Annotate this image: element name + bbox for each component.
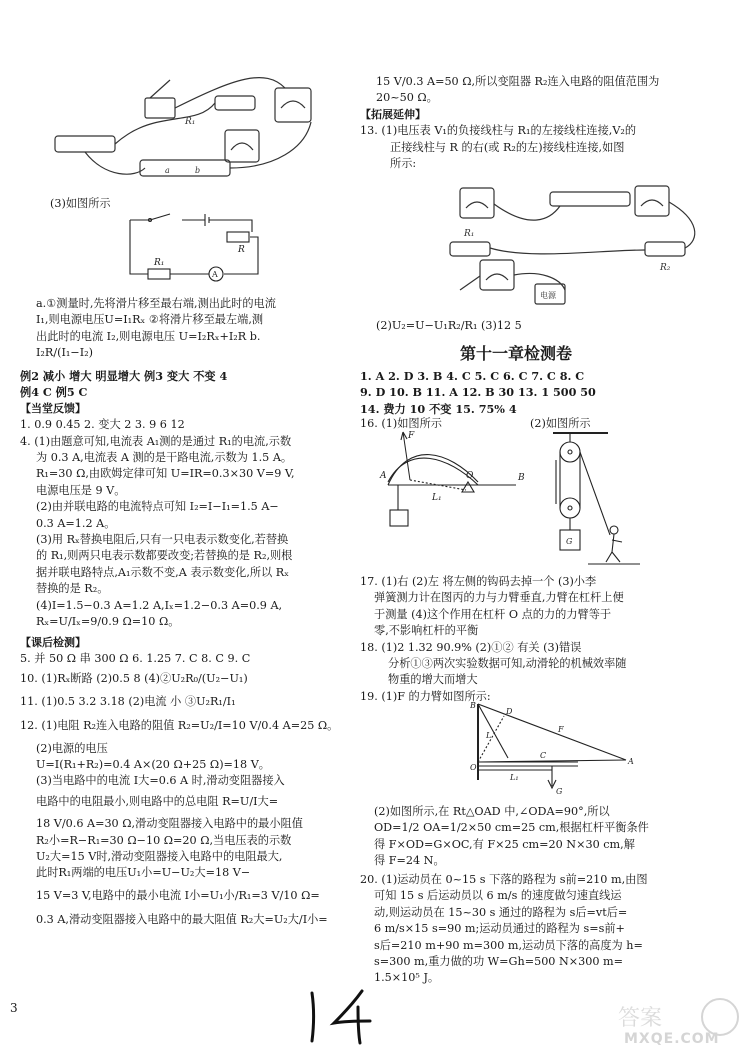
q19b-line: OD=1/2 OA=1/2×50 cm=25 cm,根据杠杆平衡条件: [374, 821, 649, 835]
circuit-label-r: R: [238, 245, 245, 255]
para-a-line: I₁,则电源电压U=I₁Rₓ ②将滑片移至最左端,测: [36, 313, 264, 327]
q17-line: 17. (1)右 (2)左 将左侧的钩码去掉一个 (3)小李: [360, 575, 597, 588]
circuit-label-ammeter: A: [212, 270, 218, 279]
feedback-line: Rₓ=U/Iₓ=9/0.9 Ω=10 Ω。: [36, 615, 180, 629]
q19b-line: 得 F=24 N。: [374, 854, 445, 868]
feedback-line: 1. 0.9 0.45 2. 变大 2 3. 9 6 12: [20, 418, 185, 432]
feedback-line: (4)I=1.5−0.3 A=1.2 A,Iₓ=1.2−0.3 A=0.9 A,: [36, 598, 283, 612]
ext2-line: (2)U₂=U−U₁R₂/R₁ (3)12 5: [376, 319, 522, 332]
ext-label-r2: R₂: [660, 263, 671, 273]
ext-label-power: 电源: [540, 291, 556, 300]
q20-line: 动,则运动员在 15~30 s 通过的路程为 s后=vt后=: [374, 905, 628, 919]
para-a-line: I₂R/(I₁−I₂): [36, 346, 94, 360]
handwritten-number: [300, 985, 380, 1045]
q20-line: 1.5×10⁵ J。: [374, 971, 440, 985]
page-number: 3: [10, 1001, 18, 1015]
fig16-label-l1: L₁: [432, 493, 442, 503]
after-line: 11. (1)0.5 3.2 3.18 (2)电流 小 ③U₂R₁/I₁: [20, 694, 236, 708]
fig19-label-l1: L₁: [510, 773, 519, 782]
circuit-diagram: [120, 212, 265, 292]
watermark-logo: [610, 995, 750, 1050]
fig16-label-a: A: [380, 471, 387, 481]
q16-b: (2)如图所示: [530, 417, 591, 430]
pulley-figure: [548, 430, 643, 570]
para-a: [36, 296, 348, 362]
after-line: R₂小=R−R₁=30 Ω−10 Ω=20 Ω,当电压表的示数: [36, 833, 292, 847]
after-line: 电路中的电阻最小,则电路中的总电阻 R=U/I大=: [36, 794, 279, 808]
chapter-title: 第十一章检测卷: [460, 344, 573, 363]
ext-line: 所示:: [390, 157, 417, 171]
ext-label-r1: R₁: [464, 229, 475, 239]
q17-line: 弹簧测力计在图丙的力与力臂垂直,力臂在杠杆上便: [374, 591, 624, 605]
feedback-line: (3)用 Rₓ替换电阻后,只有一只电表示数变化,若替换: [36, 533, 289, 547]
fig16-label-o: O: [466, 471, 474, 481]
chapter-line: 1. A 2. D 3. B 4. C 5. C 6. C 7. C 8. C: [360, 369, 585, 383]
watermark-text: MXQE.COM: [624, 1031, 720, 1047]
svg-text:a: a: [165, 166, 170, 175]
feedback-line: 4. (1)由题意可知,电流表 A₁测的是通过 R₁的电流,示数: [20, 434, 292, 448]
q17-line: 零,不影响杠杆的平衡: [374, 624, 479, 638]
after-line: 12. (1)电阻 R₂连入电路的阻值 R₂=U₂/I=10 V/0.4 A=25 Ω。: [20, 719, 339, 733]
figure-note: (3)如图所示: [50, 197, 111, 210]
q20-block: [360, 872, 730, 987]
examples-block: [20, 368, 350, 929]
examples-line: 例2 减小 增大 明显增大 例3 变大 不变 4: [20, 369, 228, 383]
para-a-line: 出此时的电流 I₂,则电源电压 U=I₂Rₓ+I₂R b.: [36, 329, 261, 343]
para-a-line: a.①测量时,先将滑片移至最右端,测出此时的电流: [36, 297, 276, 310]
feedback-line: 为 0.3 A,电流表 A 测的是干路电流,示数为 1.5 A。: [36, 451, 293, 465]
fig19-label-c: C: [540, 751, 547, 760]
fig19-label-f: F: [558, 725, 564, 734]
after-line: 15 V=3 V,电路中的最小电流 I小=U₁小/R₁=3 V/10 Ω=: [36, 888, 320, 902]
left-top-photo: [45, 68, 330, 186]
feedback-line: 的 R₁,则两只电表示数都要改变;若替换的是 R₂,则根: [36, 549, 293, 563]
q20-line: 20. (1)运动员在 0~15 s 下落的路程为 s前=210 m,由图: [360, 873, 648, 886]
after-line: 18 V/0.6 A=30 Ω,滑动变阻器接入电路中的最小阻值: [36, 817, 303, 831]
right-top: [360, 74, 726, 172]
q19b-line: (2)如图所示,在 Rt△OAD 中,∠ODA=90°,所以: [374, 805, 610, 818]
ext-photo: [440, 180, 720, 310]
fig19-label-b: B: [470, 701, 476, 710]
fig19-label-g: G: [556, 787, 563, 796]
q16-a: 16. (1)如图所示: [360, 417, 442, 430]
q20-line: 6 m/s×15 s=90 m;运动员通过的路程为 s=s前+: [374, 922, 625, 936]
circuit-label-r1: R₁: [154, 258, 165, 268]
examples-line: 例4 C 例5 C: [20, 385, 88, 400]
svg-text:答案: 答案: [618, 1006, 663, 1031]
right-top-line: 15 V/0.3 A=50 Ω,所以变阻器 R₂连入电路的阻值范围为: [376, 75, 660, 88]
chapter-line: 9. D 10. B 11. A 12. B 30 13. 1 500 50: [360, 385, 596, 400]
q18-line: 物重的增大而增大: [388, 673, 478, 687]
fig19-label-a: A: [628, 757, 634, 766]
ext-line: 13. (1)电压表 V₁的负接线柱与 R₁的左接线柱连接,V₂的: [360, 124, 637, 138]
after-line: (3)当电路中的电流 I大=0.6 A 时,滑动变阻器接入: [36, 774, 285, 788]
section-heading-ext: 【拓展延伸】: [360, 107, 426, 121]
after-line: 5. 并 50 Ω 串 300 Ω 6. 1.25 7. C 8. C 9. C: [20, 651, 251, 665]
feedback-line: R₁=30 Ω,由欧姆定律可知 U=IR=0.3×30 V=9 V,: [36, 467, 295, 481]
q20-line: s后=210 m+90 m=300 m,运动员下落的高度为 h=: [374, 938, 643, 952]
fig16-label-f: F: [408, 431, 415, 441]
svg-text:R₁: R₁: [185, 117, 196, 127]
q18-line: 18. (1)2 1.32 90.9% (2)①② 有关 (3)错误: [360, 640, 582, 654]
q20-line: 可知 15 s 后运动员以 6 m/s 的速度做匀速直线运: [374, 889, 622, 903]
chapter-line: 14. 费力 10 不变 15. 75% 4: [360, 401, 517, 416]
q17-block: [360, 574, 730, 705]
fig19-label-o: O: [470, 763, 477, 772]
after-line: 0.3 A,滑动变阻器接入电路中的最大阻值 R₂大=U₂大/I小=: [36, 913, 328, 927]
q19b-line: 得 F×OD=G×OC,有 F×25 cm=20 N×30 cm,解: [374, 837, 635, 851]
right-top-line: 20~50 Ω。: [376, 91, 438, 105]
q18-line: 分析①③两次实验数据可知,动滑轮的机械效率随: [388, 657, 627, 671]
q20-line: s=300 m,重力做的功 W=Gh=500 N×300 m=: [374, 955, 624, 969]
feedback-line: 0.3 A=1.2 A。: [36, 516, 116, 530]
q19-line: 19. (1)F 的力臂如图所示:: [360, 689, 491, 703]
fig16-label-g: G: [566, 537, 573, 546]
feedback-line: 替换的是 R₂。: [36, 582, 109, 596]
feedback-line: 据并联电路特点,A₁示数不变,A 表示数变化,所以 Rₓ: [36, 565, 289, 579]
ext-line: 正接线柱与 R 的右(或 R₂的左)接线柱连接,如图: [390, 140, 625, 154]
lever-figure: [378, 430, 528, 535]
feedback-line: (2)由并联电路的电流特点可知 I₂=I−I₁=1.5 A−: [36, 500, 279, 514]
after-line: 此时R₁两端的电压U₁小=U−U₂大=18 V−: [36, 866, 251, 880]
fig16-label-b: B: [518, 473, 525, 483]
section-heading-after: 【课后检测】: [20, 635, 86, 649]
feedback-line: 电源电压是 9 V。: [36, 483, 126, 497]
chapter-answers: [360, 368, 730, 417]
lever-triangle-figure: [470, 700, 640, 796]
fig19-label-l: L: [486, 731, 492, 740]
after-line: U=I(R₁+R₂)=0.4 A×(20 Ω+25 Ω)=18 V。: [36, 757, 270, 771]
q19b-block: [374, 804, 730, 870]
section-heading-feedback: 【当堂反馈】: [20, 401, 86, 415]
after-line: 10. (1)Rₓ断路 (2)0.5 8 (4)②U₂R₀/(U₂−U₁): [20, 672, 248, 686]
q17-line: 于测量 (4)这个作用在杠杆 O 点的力的力臂等于: [374, 607, 612, 621]
after-line: U₂大=15 V时,滑动变阻器接入电路中的电阻最大,: [36, 849, 283, 863]
after-line: (2)电源的电压: [36, 741, 108, 755]
fig19-label-d: D: [506, 707, 513, 716]
svg-text:b: b: [195, 166, 201, 175]
